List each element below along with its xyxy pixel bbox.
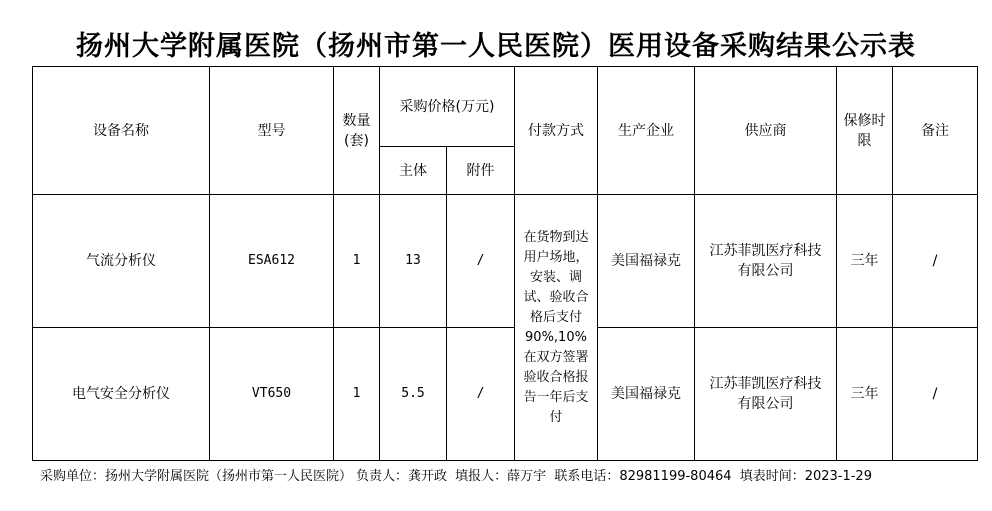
cell-model: VT650: [210, 328, 334, 461]
footer-phone: 联系电话：82981199-80464: [554, 469, 732, 484]
footer-filler: 填报人：薛万宇: [455, 469, 547, 484]
cell-warranty: 三年: [837, 195, 893, 328]
footer-date: 填表时间：2023-1-29: [739, 469, 872, 484]
cell-main: 5.5: [380, 328, 447, 461]
cell-manufacturer: 美国福禄克: [598, 195, 695, 328]
header-warranty: 保修时限: [837, 67, 893, 195]
header-remark: 备注: [893, 67, 978, 195]
cell-supplier: 江苏菲凯医疗科技有限公司: [695, 328, 837, 461]
header-model: 型号: [210, 67, 334, 195]
cell-remark: /: [893, 328, 978, 461]
cell-accessory: /: [447, 195, 515, 328]
page-title: 扬州大学附属医院（扬州市第一人民医院）医用设备采购结果公示表: [76, 31, 916, 62]
table-row: [33, 195, 978, 328]
header-payment: 付款方式: [515, 67, 598, 195]
header-accessory: 附件: [447, 147, 515, 195]
footer: [40, 465, 980, 484]
cell-warranty: 三年: [837, 328, 893, 461]
header-manufacturer: 生产企业: [598, 67, 695, 195]
header-qty: 数量(套): [334, 67, 380, 195]
cell-main: 13: [380, 195, 447, 328]
footer-unit: 采购单位：扬州大学附属医院（扬州市第一人民医院）: [40, 469, 353, 484]
cell-accessory: /: [447, 328, 515, 461]
header-main: 主体: [380, 147, 447, 195]
cell-qty: 1: [334, 195, 380, 328]
cell-supplier: 江苏菲凯医疗科技有限公司: [695, 195, 837, 328]
cell-name: 气流分析仪: [33, 195, 210, 328]
cell-manufacturer: 美国福禄克: [598, 328, 695, 461]
cell-payment-terms: 在货物到达用户场地，安装、调试、验收合格后支付90%,10%在双方签署验收合格报告一年后支付: [515, 195, 598, 461]
header-name: 设备名称: [33, 67, 210, 195]
cell-name: 电气安全分析仪: [33, 328, 210, 461]
cell-model: ESA612: [210, 195, 334, 328]
header-price: 采购价格(万元): [380, 67, 515, 147]
footer-owner: 负责人：龚开政: [356, 469, 448, 484]
procurement-table: [32, 66, 978, 461]
cell-remark: /: [893, 195, 978, 328]
header-supplier: 供应商: [695, 67, 837, 195]
cell-qty: 1: [334, 328, 380, 461]
table-row: [33, 328, 978, 461]
